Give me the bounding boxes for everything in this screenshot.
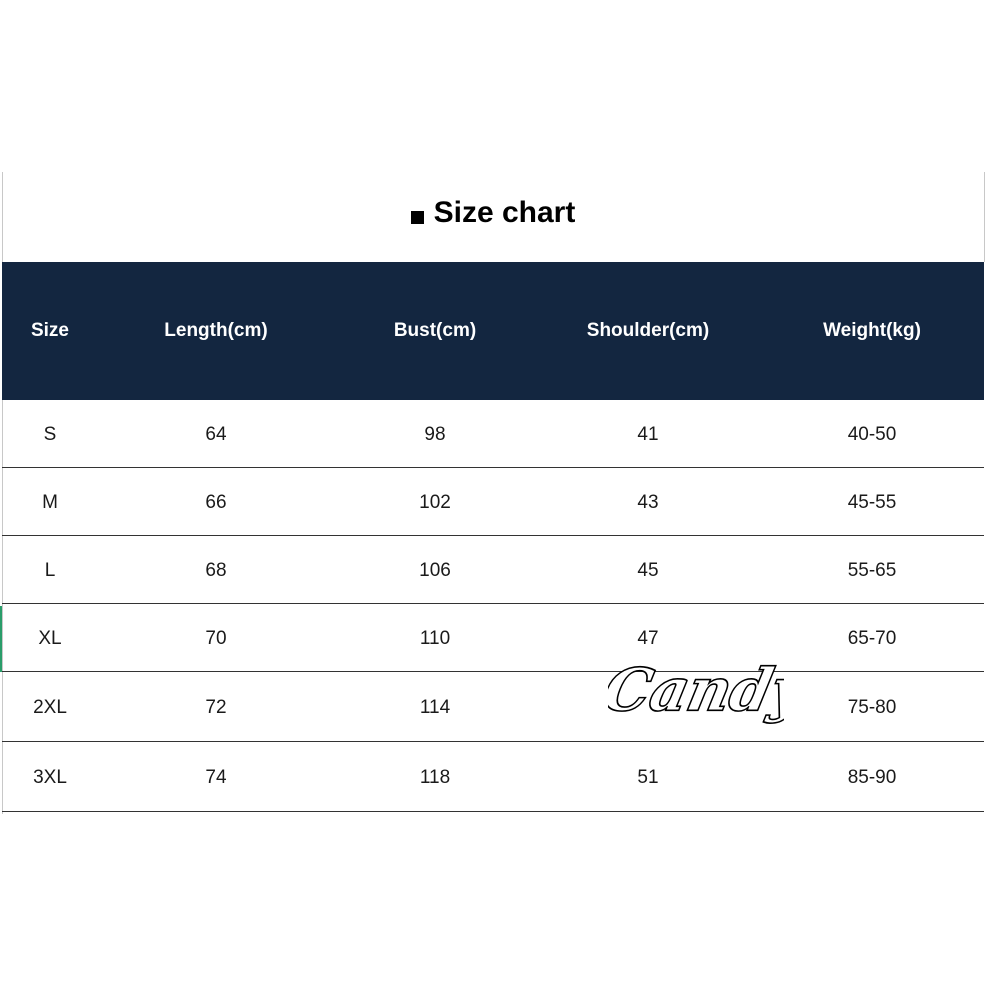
table-row: [2, 672, 984, 742]
candy-watermark-logo: [608, 648, 784, 744]
size-table: [2, 262, 984, 812]
cell-bust: 98: [424, 423, 446, 445]
cell-bust: 118: [419, 766, 451, 788]
cell-weight: 85-90: [847, 766, 897, 788]
cell-size: XL: [38, 627, 62, 649]
cell-size: M: [42, 491, 58, 513]
square-bullet-icon: [411, 211, 424, 224]
table-row: [2, 604, 984, 672]
header-bust: Bust(cm): [393, 320, 477, 341]
title-text: Size chart: [433, 196, 576, 229]
header-size: Size: [30, 320, 70, 341]
cell-weight: 65-70: [847, 627, 897, 649]
svg-text:Candy: Candy: [608, 655, 784, 724]
cell-shoulder: 45: [637, 559, 659, 581]
cell-weight: 40-50: [847, 423, 897, 445]
table-row: [2, 400, 984, 468]
table-row: [2, 536, 984, 604]
cell-shoulder: 43: [637, 491, 659, 513]
cell-shoulder: 47: [637, 627, 659, 649]
cell-bust: 114: [419, 696, 451, 718]
table-row: [2, 468, 984, 536]
cell-length: 74: [205, 766, 227, 788]
cell-shoulder: 41: [637, 423, 659, 445]
cell-size: 2XL: [33, 696, 67, 718]
cell-length: 64: [205, 423, 227, 445]
cell-length: 72: [205, 696, 227, 718]
table-row: [2, 742, 984, 812]
cell-weight: 45-55: [847, 491, 897, 513]
cell-bust: 102: [419, 491, 451, 513]
cell-length: 66: [205, 491, 227, 513]
cell-size: L: [44, 559, 56, 581]
cell-shoulder: 51: [637, 766, 659, 788]
header-shoulder: Shoulder(cm): [586, 320, 710, 341]
cell-length: 70: [205, 627, 227, 649]
size-chart-title: [0, 196, 986, 230]
cell-length: 68: [205, 559, 227, 581]
cell-weight: 55-65: [847, 559, 897, 581]
cell-size: 3XL: [33, 766, 67, 788]
cell-bust: 106: [419, 559, 451, 581]
cell-size: S: [43, 423, 57, 445]
header-length: Length(cm): [164, 320, 268, 341]
table-header: [2, 262, 984, 400]
svg-text:Candy: Candy: [608, 655, 784, 724]
cell-weight: 75-80: [847, 696, 897, 718]
header-weight: Weight(kg): [823, 320, 921, 341]
cell-bust: 110: [419, 627, 451, 649]
